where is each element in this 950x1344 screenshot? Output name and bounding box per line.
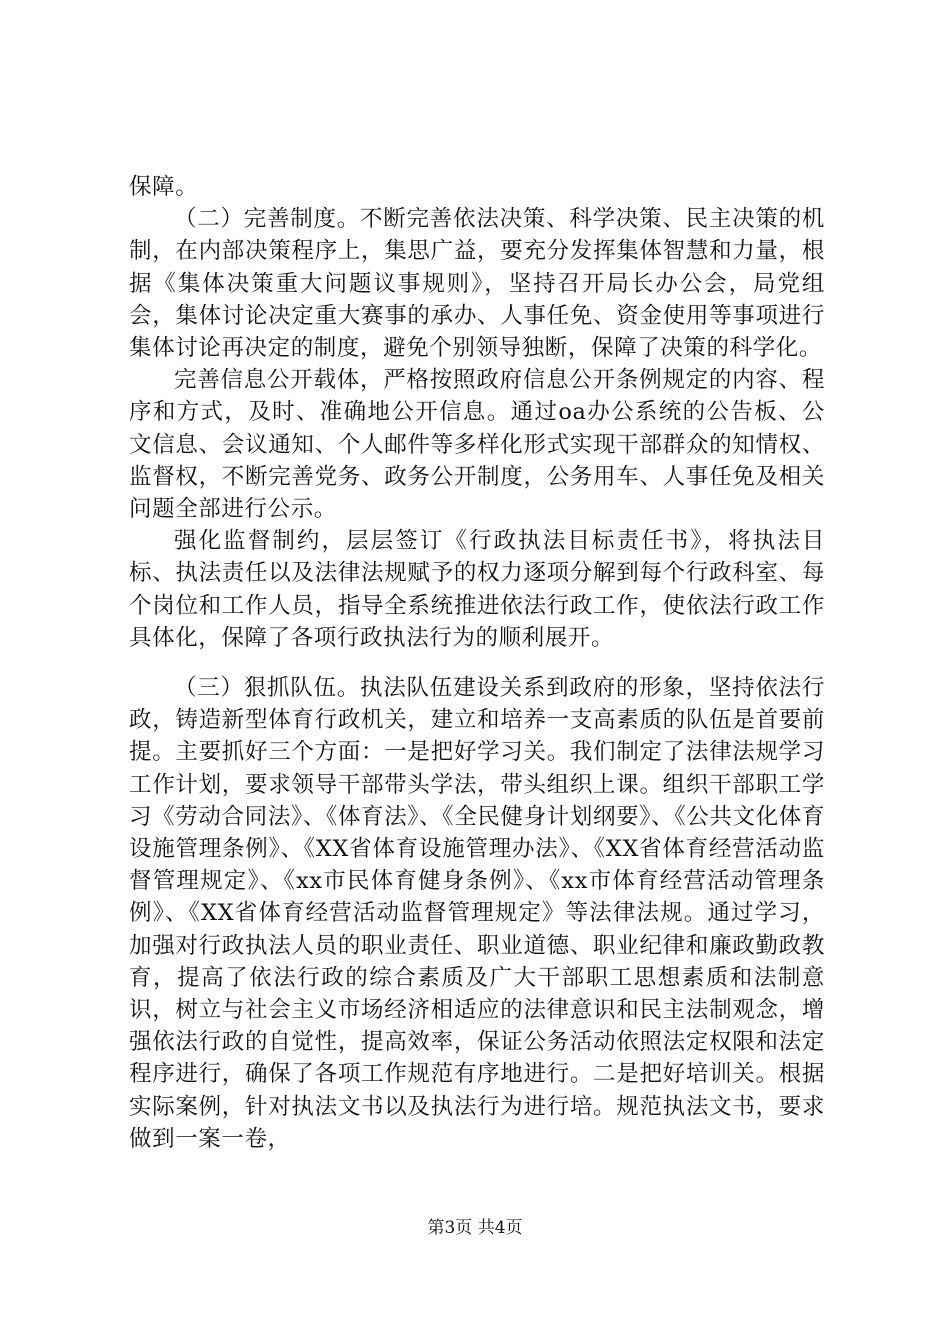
paragraph-team-building: （三）狠抓队伍。执法队伍建设关系到政府的形象，坚持依法行政，铸造新型体育行政机关，建立和培养一支高素质的队伍是首要前提。主要抓好三个方面：一是把好学习关。我们制定了法律法规学习工作计划，要求领导干部带头学法，带头组织上课。组织干部职工学习《劳动合同法》、《体育法》、《全民健身计划纲要》、《公共文化体育设施管理条例》、《XX省体育设施管理办法》、《XX省体育经营活动监督管理规定》、《xx市民体育健身条例》、《xx市体育经营活动管理条例》、《XX省体育经营活动监督管理规定》等法律法规。通过学习，加强对行政执法人员的职业责任、职业道德、职业纪律和廉政勤政教育，提高了依法行政的综合素质及广大干部职工思想素质和法制意识，树立与社会主义市场经济相适应的法律意识和民主法制观念，增强依法行政的自觉性，提高效率，保证公务活动依照法定权限和法定程序进行，确保了各项工作规范有序地进行。二是把好培训关。根据实际案例，针对执法文书以及执法行为进行培。规范执法文书，要求做到一案一卷，: [129, 675, 825, 1152]
paragraph-improve-system: （二）完善制度。不断完善依法决策、科学决策、民主决策的机制，在内部决策程序上，集思广益，要充分发挥集体智慧和力量，根据《集体决策重大问题议事规则》，坚持召开局长办公会，局党组会，集体讨论决定重大赛事的承办、人事任免、资金使用等事项进行集体讨论再决定的制度，避免个别领导独断，保障了决策的科学化。: [129, 206, 825, 362]
page-footer: 第3页 共4页: [427, 1218, 523, 1238]
paragraph-supervision: 强化监督制约，层层签订《行政执法目标责任书》，将执法目标、执法责任以及法律法规赋予的权力逐项分解到每个行政科室、每个岗位和工作人员，指导全系统推进依法行政工作，使依法行政工作具体化，保障了各项行政执法行为的顺利展开。: [129, 528, 825, 651]
document-body: [129, 171, 825, 1155]
paragraph-continuation: 保障。: [129, 174, 199, 200]
paragraph-information-disclosure: 完善信息公开载体，严格按照政府信息公开条例规定的内容、程序和方式，及时、准确地公开信息。通过oa办公系统的公告板、公文信息、会议通知、个人邮件等多样化形式实现干部群众的知情权、监督权，不断完善党务、政务公开制度，公务用车、人事任免及相关问题全部进行公示。: [129, 367, 825, 523]
